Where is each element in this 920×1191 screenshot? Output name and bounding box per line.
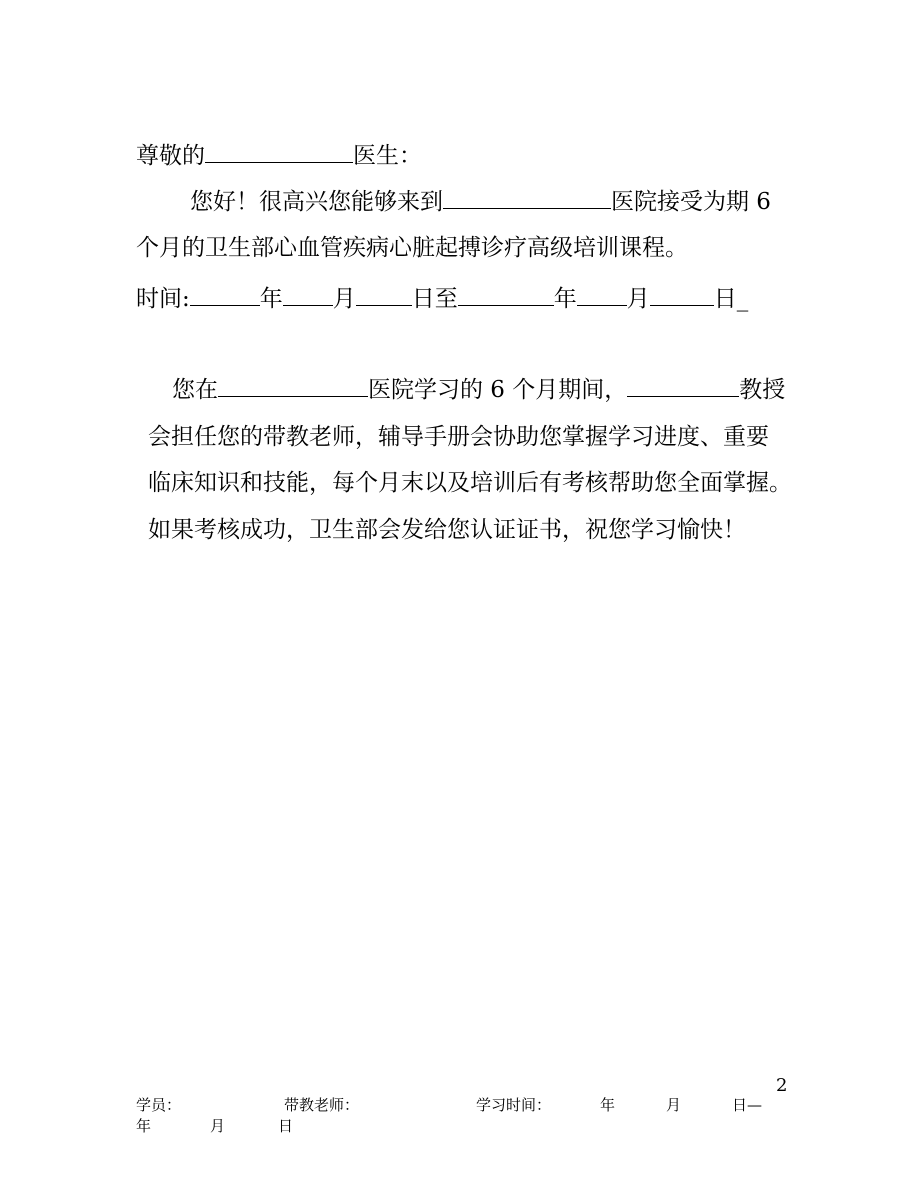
study-period-text: 医院学习的 6 个月期间， <box>368 377 628 403</box>
paragraph1-line1 <box>190 186 771 217</box>
paragraph2-line4 <box>148 515 746 545</box>
footer-line2 <box>136 1116 293 1136</box>
page-number: 2 <box>776 1075 788 1096</box>
study-at-text: 您在 <box>172 377 218 403</box>
knowledge-text: 临床知识和技能，每个月末以及培训后有考核帮助您全面掌握。 <box>148 470 792 496</box>
footer-student-label: 学员： <box>136 1096 182 1114</box>
paragraph2-line1 <box>172 374 785 405</box>
footer-year-a: 年 <box>600 1096 616 1114</box>
end-month-unit: 月 <box>626 286 650 312</box>
footer-year-b: 年 <box>136 1117 152 1135</box>
footer-month-b: 月 <box>210 1117 226 1135</box>
footer-line1 <box>136 1095 762 1115</box>
footer-month-a: 月 <box>666 1096 682 1114</box>
mentor-text: 会担任您的带教老师，辅导手册会协助您掌握学习进度、重要 <box>148 424 769 450</box>
footer-study-time-label: 学习时间： <box>476 1096 552 1114</box>
end-year-blank <box>458 283 554 306</box>
start-day-blank <box>356 283 412 306</box>
professor-text: 教授 <box>739 377 786 403</box>
salutation-prefix: 尊敬的 <box>136 143 205 169</box>
paragraph2-line2 <box>148 422 769 452</box>
start-month-blank <box>283 283 333 306</box>
footer-teacher-label: 带教老师： <box>284 1096 360 1114</box>
certificate-text: 如果考核成功，卫生部会发给您认证证书，祝您学习愉快！ <box>148 517 746 543</box>
greeting-text: 您好！很高兴您能够来到 <box>190 189 443 215</box>
end-day-blank <box>650 283 714 306</box>
paragraph1-line2 <box>136 233 688 263</box>
end-month-blank <box>577 283 627 306</box>
time-line <box>136 283 748 314</box>
study-hospital-blank <box>218 374 368 397</box>
course-description-text: 个月的卫生部心血管疾病心脏起搏诊疗高级培训课程。 <box>136 235 688 261</box>
footer-day-b: 日 <box>278 1117 294 1135</box>
salutation-suffix: 医生： <box>353 143 422 169</box>
salutation-line <box>136 140 422 171</box>
start-year-blank <box>190 283 260 306</box>
paragraph2-line3 <box>148 468 792 498</box>
time-label: 时间: <box>136 286 190 312</box>
start-month-unit: 月 <box>332 286 356 312</box>
start-day-to: 日至 <box>411 286 458 312</box>
hospital-name-blank <box>443 186 611 209</box>
start-year-unit: 年 <box>259 286 283 312</box>
doctor-name-blank <box>205 140 353 163</box>
professor-name-blank <box>627 374 739 397</box>
course-duration-text: 医院接受为期 6 <box>611 189 771 215</box>
footer-day-dash: 日— <box>732 1096 763 1114</box>
end-year-unit: 年 <box>553 286 577 312</box>
end-day-unit: 日_ <box>713 286 749 312</box>
